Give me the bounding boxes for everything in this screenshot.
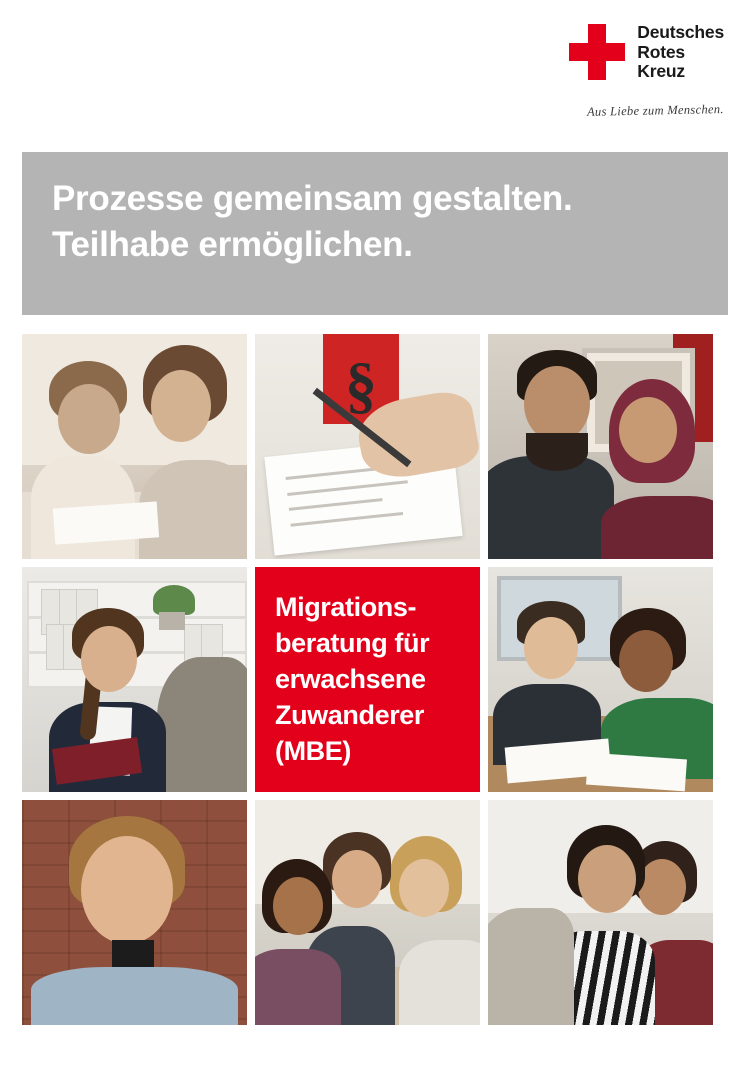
mbe-line-1: Migrations-: [275, 592, 417, 622]
mbe-line-2: beratung für: [275, 628, 430, 658]
photo-group-young-women: [255, 800, 480, 1025]
photo-seminar-women: [488, 800, 713, 1025]
title-line-2: Teilhabe ermöglichen.: [52, 225, 413, 264]
logo-line-2: Rotes: [637, 41, 685, 62]
title-line-1: Prozesse gemeinsam gestalten.: [52, 179, 573, 218]
mbe-line-5: (MBE): [275, 736, 351, 766]
logo-row: [569, 22, 724, 82]
photo-students-table: [488, 567, 713, 792]
logo-line-3: Kreuz: [637, 61, 685, 81]
mbe-title-tile: [255, 567, 480, 792]
photo-couple-portrait: [488, 334, 713, 559]
title-banner: [22, 152, 728, 315]
mbe-line-3: erwachsene: [275, 664, 426, 694]
drk-logo: [569, 22, 724, 117]
red-cross-icon: [569, 24, 625, 80]
logo-wordmark: [637, 22, 724, 82]
photo-advice-two-women: [22, 334, 247, 559]
photo-woman-brick-wall: [22, 800, 247, 1025]
logo-line-1: Deutsches: [637, 22, 724, 42]
logo-claim: Aus Liebe zum Menschen.: [587, 101, 725, 119]
photo-counsellor-office: [22, 567, 247, 792]
photo-signing-document: §: [255, 334, 480, 559]
mbe-line-4: Zuwanderer: [275, 700, 425, 730]
photo-grid: [22, 334, 728, 1025]
